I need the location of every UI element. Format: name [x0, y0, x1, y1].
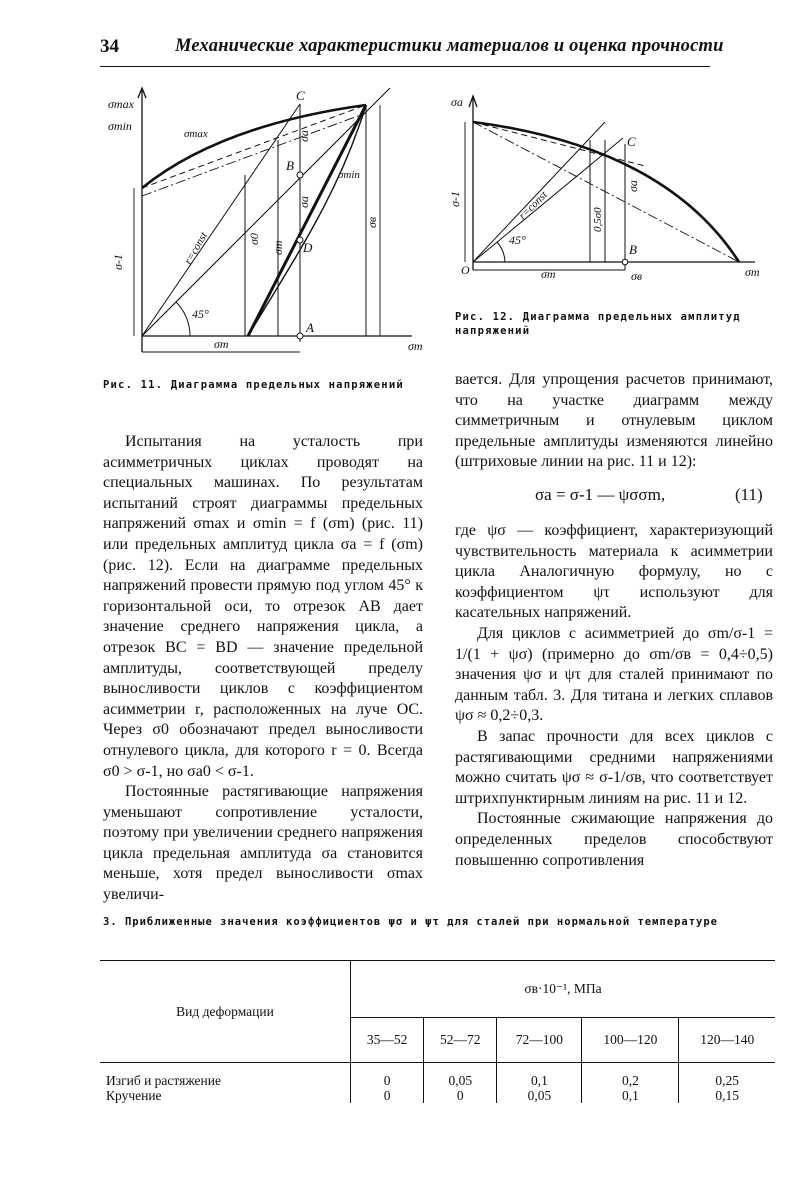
label-sigma-a-lower: σa [297, 196, 311, 208]
label-half-sigma-0: 0,5σ0 [592, 207, 604, 232]
right-paragraph-3: Для циклов с асимметрией до σm/σ-1 = 1/(1 + ψσ) (примерно до σm/σв = 0,4÷0,5) значения ψσ и ψτ для сталей принимают по данным табл. 3. Для титана и легких сплавов ψσ ≈ 0,2÷0,3. [455, 624, 773, 725]
label-sigma-0: σ0 [247, 233, 261, 245]
row-label: Кручение [106, 1088, 162, 1103]
label-sigma-max: σmax [108, 97, 134, 111]
label-sigma-m-vert: σm [271, 240, 285, 255]
row-label: Изгиб и растяжение [106, 1073, 221, 1088]
running-title: Механические характеристики материалов и оценка прочности [175, 36, 724, 56]
table-cell: 0,25 [715, 1073, 739, 1088]
figure-11-caption: Рис. 11. Диаграмма предельных напряжений [103, 379, 404, 391]
label-curve-min: σmin [338, 169, 360, 181]
equation-number: (11) [735, 485, 763, 504]
label-d: D [303, 240, 313, 255]
label-sigma-a-upper: σa [297, 130, 311, 142]
equation-11: σa = σ-1 — ψσσm, [535, 485, 666, 504]
figure-12-caption: Рис. 12. Диаграмма предельных амплитуд напряжений [455, 311, 741, 337]
column-header: 100—120 [582, 1018, 679, 1063]
label-curve-max: σmax [184, 128, 208, 140]
table-cell: 0 [456, 1088, 464, 1103]
label-b-12: B [629, 242, 637, 257]
row-header: Вид деформации [100, 961, 351, 1063]
label-sigma-v: σв [365, 216, 379, 228]
header-rule [100, 66, 710, 67]
label-sigma-minus1: σ-1 [111, 254, 125, 270]
label-sigma-min: σmin [108, 119, 132, 133]
page-number: 34 [100, 36, 119, 57]
label-c-12: C [627, 134, 636, 149]
table-cell: 0,1 [530, 1073, 548, 1088]
table-cell: 0,05 [448, 1073, 473, 1088]
table-cell: 0,05 [527, 1088, 552, 1103]
label-sigma-minus1-12: σ-1 [448, 191, 462, 207]
table-cell: 0 [383, 1073, 391, 1088]
label-sigma-v-12: σв [631, 269, 643, 283]
label-c: C [296, 88, 305, 103]
right-column-top [455, 370, 773, 473]
table-cell: 0,1 [621, 1088, 639, 1103]
table-cell: 0,2 [621, 1073, 639, 1088]
label-b: B [286, 158, 294, 173]
figure-11-diagram [100, 80, 440, 370]
label-angle-45: 45° [192, 307, 209, 321]
table-3-caption: 3. Приближенные значения коэффициентов ψσ и ψτ для сталей при нормальной температуре [103, 916, 719, 928]
label-sigma-a-axis: σa [451, 95, 463, 109]
label-r-const: r=const [182, 230, 211, 267]
label-sigma-a-12: σa [626, 180, 640, 192]
right-column-bottom [455, 521, 773, 871]
right-paragraph-4: В запас прочности для всех циклов с растягивающими средними напряжениями можно считать ψσ ≈ σ-1/σв, что соответствует штрихпунктирным линиям на рис. 11 и 12. [455, 727, 773, 807]
label-angle-45-12: 45° [509, 233, 526, 247]
label-a: A [306, 320, 314, 335]
column-header: 35—52 [351, 1018, 424, 1063]
label-origin: O [461, 263, 470, 277]
table-cell: 0,15 [715, 1088, 739, 1103]
left-column [103, 432, 423, 906]
label-r-const-12: r=const [516, 188, 550, 223]
label-sigma-m-bottom: σm [214, 337, 229, 351]
left-paragraph-1: Испытания на усталость при асимметричных циклах проводят на специальных машинах. По результатам испытаний строят диаграммы предельных напряжений σmax и σmin = f (σm) (рис. 11) или предельных амплитуд цикла σa = f (σm) (рис. 12). Если на диаграмме предельных напряжений провести прямую под углом 45° к горизонтальной оси, то отрезок AB дает значение среднего напряжения цикла, а отрезок BC = BD — значение предельной амплитуды, соответствующей пределу выносливости циклов с коэффициентом асимметрии r, расположенных на луче OC. Через σ0 обозначают предел выносливости отнулевого цикла, для которого r = 0. Всегда σ0 > σ-1, но σa0 < σ-1. [103, 433, 423, 780]
table-3 [100, 960, 775, 1103]
right-paragraph-5: Постоянные сжимающие напряжения до определенных пределов способствуют повышенню сопротивления [455, 810, 773, 869]
table-row [100, 1063, 775, 1104]
group-header: σв·10⁻¹, МПа [351, 961, 776, 1018]
table-cell: 0 [383, 1088, 391, 1103]
label-sigma-m-bottom-12: σm [541, 267, 556, 281]
column-header: 72—100 [497, 1018, 582, 1063]
right-paragraph-2: где ψσ — коэффициент, характеризующий чувствительность материала к асимметрии цикла Аналогичную формулу, но с коэффициентом ψτ используют для касательных напряжений. [455, 522, 773, 622]
figure-12-diagram [445, 92, 775, 292]
label-sigma-m-axis-12: σm [745, 265, 760, 279]
column-header: 52—72 [424, 1018, 497, 1063]
right-paragraph-1: вается. Для упрощения расчетов принимают, что на участке диаграмм между симметричным и отнулевым циклом предельные амплитуды изменяются линейно (штриховые линии на рис. 11 и 12): [455, 371, 773, 471]
column-header: 120—140 [679, 1018, 775, 1063]
label-sigma-m-axis: σm [408, 339, 423, 353]
left-paragraph-2: Постоянные растягивающие напряжения уменьшают сопротивление усталости, поэтому при увеличении среднего напряжения цикла предельная амплитуда σa становится меньше, хотя предел выносливости σmax увеличи- [103, 783, 423, 904]
